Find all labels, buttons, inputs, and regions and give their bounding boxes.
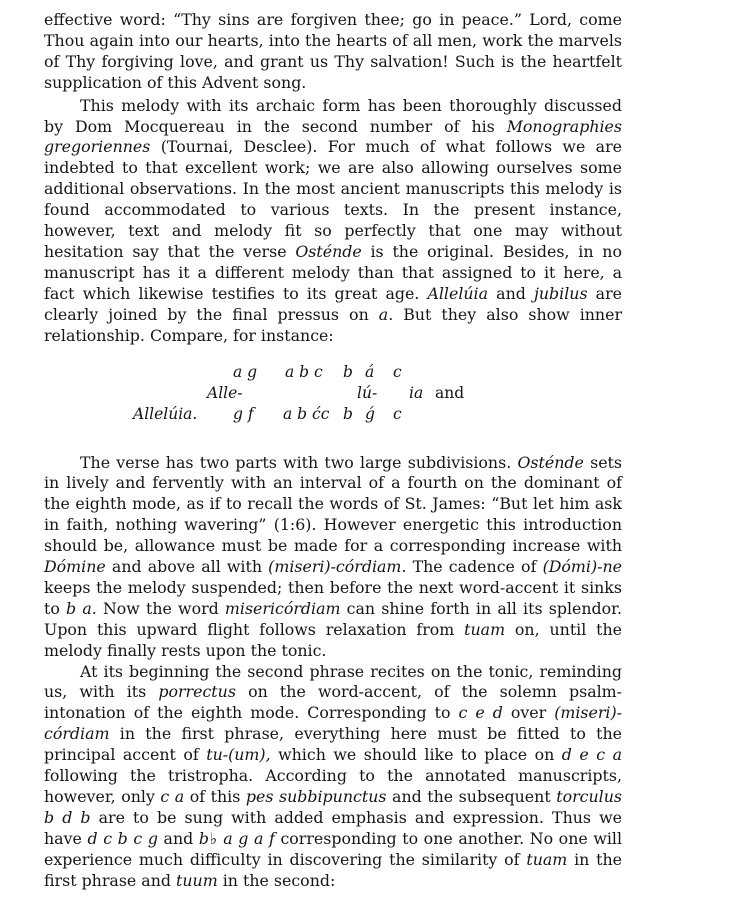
text-run: of this xyxy=(184,787,246,806)
italic-term: d c b c g xyxy=(87,828,158,848)
text-run: . But they also show inner relationship. Compare, for instance: xyxy=(44,304,622,345)
text-run: The verse has two parts with two large subdivisions. xyxy=(80,452,518,472)
text-run: and xyxy=(157,828,199,848)
note-letters: c xyxy=(393,404,402,423)
note-letters: c xyxy=(393,362,402,381)
italic-term: (Dómi)-ne xyxy=(542,557,622,577)
text-run: (Tournai, Desclee). For much of what follows we are indebted to that excellent work; we are also allowing ourselves some additional observations. In the most ancient manuscripts this melody is found accommodated to various texts. In the present instance, however, text and melody fit so perfectly that one may without hesitation say that the verse xyxy=(44,137,622,261)
italic-term: Monographies gregoriennes xyxy=(44,116,622,157)
connector-and: and xyxy=(435,383,465,402)
italic-term: tuum xyxy=(176,870,218,890)
italic-term: c a xyxy=(160,787,185,806)
text-run: is the original. Besides, in no manuscript has it a different melody than that assigned to it here, a fact which likewise testifies to its great age. xyxy=(44,241,622,303)
text-run: effective word: “Thy sins are forgiven thee; go in peace.” Lord, come Thou again into our hearts, into the hearts of all men, work the marvels of Thy forgiving love, and grant us Thy salvation! Such is the heartfelt supplication of this Advent song. xyxy=(44,10,622,92)
text-run: Now the word xyxy=(96,598,225,618)
paragraph-2 xyxy=(44,96,622,347)
text-run: in the second: xyxy=(217,870,336,890)
italic-term: tuam xyxy=(464,619,506,639)
text-run: are clearly joined by the final pressus on xyxy=(44,283,622,324)
italic-term: Osténde xyxy=(295,241,362,261)
text-run: and xyxy=(488,283,534,303)
italic-term: jubilus xyxy=(533,283,588,303)
text-run: and above all with xyxy=(105,557,269,577)
paragraph-3 xyxy=(44,453,622,662)
text-run: corresponding to one another. No one will experience much difficulty in discovering the similarity of xyxy=(44,828,623,869)
text-run: on the word-accent, of the solemn psalm-intonation of the eighth mode. Corresponding to xyxy=(44,682,623,723)
text-run: keeps the melody suspended; then before the next word-accent it sinks to xyxy=(44,577,622,618)
note-letters: b xyxy=(343,362,353,381)
paragraph-4 xyxy=(44,662,622,892)
italic-term: Osténde xyxy=(517,452,584,472)
syllable-ia: ia xyxy=(409,383,424,402)
text-run: The cadence of xyxy=(406,557,543,577)
music-example xyxy=(44,347,622,453)
note-letters: b xyxy=(343,404,353,423)
text-run: and the subsequent xyxy=(386,787,557,806)
document-page xyxy=(44,10,622,892)
italic-term: b♭ a g a f xyxy=(198,828,275,848)
italic-term: d e c a xyxy=(561,745,623,765)
text-run: in the first phrase, everything here must be fitted to the principal accent of xyxy=(44,724,622,765)
italic-term: misericórdiam xyxy=(224,598,341,618)
syllable-alle: Alle- xyxy=(207,383,243,402)
note-letters: g f xyxy=(233,404,254,423)
italic-term: pes subbipunctus xyxy=(245,787,387,806)
italic-term: porrectus xyxy=(158,682,236,702)
note-letters: a b c xyxy=(285,362,323,381)
text-run: are to be sung with added emphasis and expression. Thus we have xyxy=(44,807,622,848)
syllable-lu: lú- xyxy=(357,383,378,402)
text-run: on, until the melody finally rests upon the tonic. xyxy=(44,619,622,660)
word-alleluia: Allelúia. xyxy=(133,404,198,423)
italic-term: torculus b d b xyxy=(44,787,622,827)
note-letters: ǵ xyxy=(365,404,375,423)
text-run: in the first phrase and xyxy=(44,849,623,890)
italic-term: b a. xyxy=(66,598,97,618)
note-letters: a g xyxy=(233,362,258,381)
text-run: sets in lively and fervently with an interval of a fourth on the dominant of the eighth mode, as if to recall the words of St. James: “But let him ask in faith, nothing wavering” (1:6). However energetic this introduction should be, allowance must be made for a corresponding increase with xyxy=(44,452,622,556)
text-run: At its beginning the second phrase recites on the tonic, reminding us, with its xyxy=(44,661,622,702)
italic-term: Allelúia xyxy=(427,283,489,303)
italic-term: Dómine xyxy=(44,557,106,577)
text-run: following the tristropha. According to the annotated manuscripts, however, only xyxy=(44,766,622,806)
italic-term: (miseri)-córdiam xyxy=(44,703,622,744)
italic-term: c e d xyxy=(458,703,503,723)
note-letters: á xyxy=(365,362,375,381)
text-run: which we should like to place on xyxy=(270,745,562,765)
text-run: over xyxy=(502,703,555,723)
italic-term: (miseri)-córdiam. xyxy=(268,557,407,577)
text-run: This melody with its archaic form has been thoroughly discussed by Dom Mocquereau in the second number of his xyxy=(44,95,622,136)
text-run: can shine forth in all its splendor. Upon this upward flight follows relaxation from xyxy=(44,598,622,639)
italic-term: a xyxy=(378,304,389,324)
italic-term: tu-(um), xyxy=(206,745,271,765)
italic-term: tuam xyxy=(526,849,568,869)
note-letters: a b ćc xyxy=(283,404,330,423)
paragraph-1 xyxy=(44,10,622,94)
